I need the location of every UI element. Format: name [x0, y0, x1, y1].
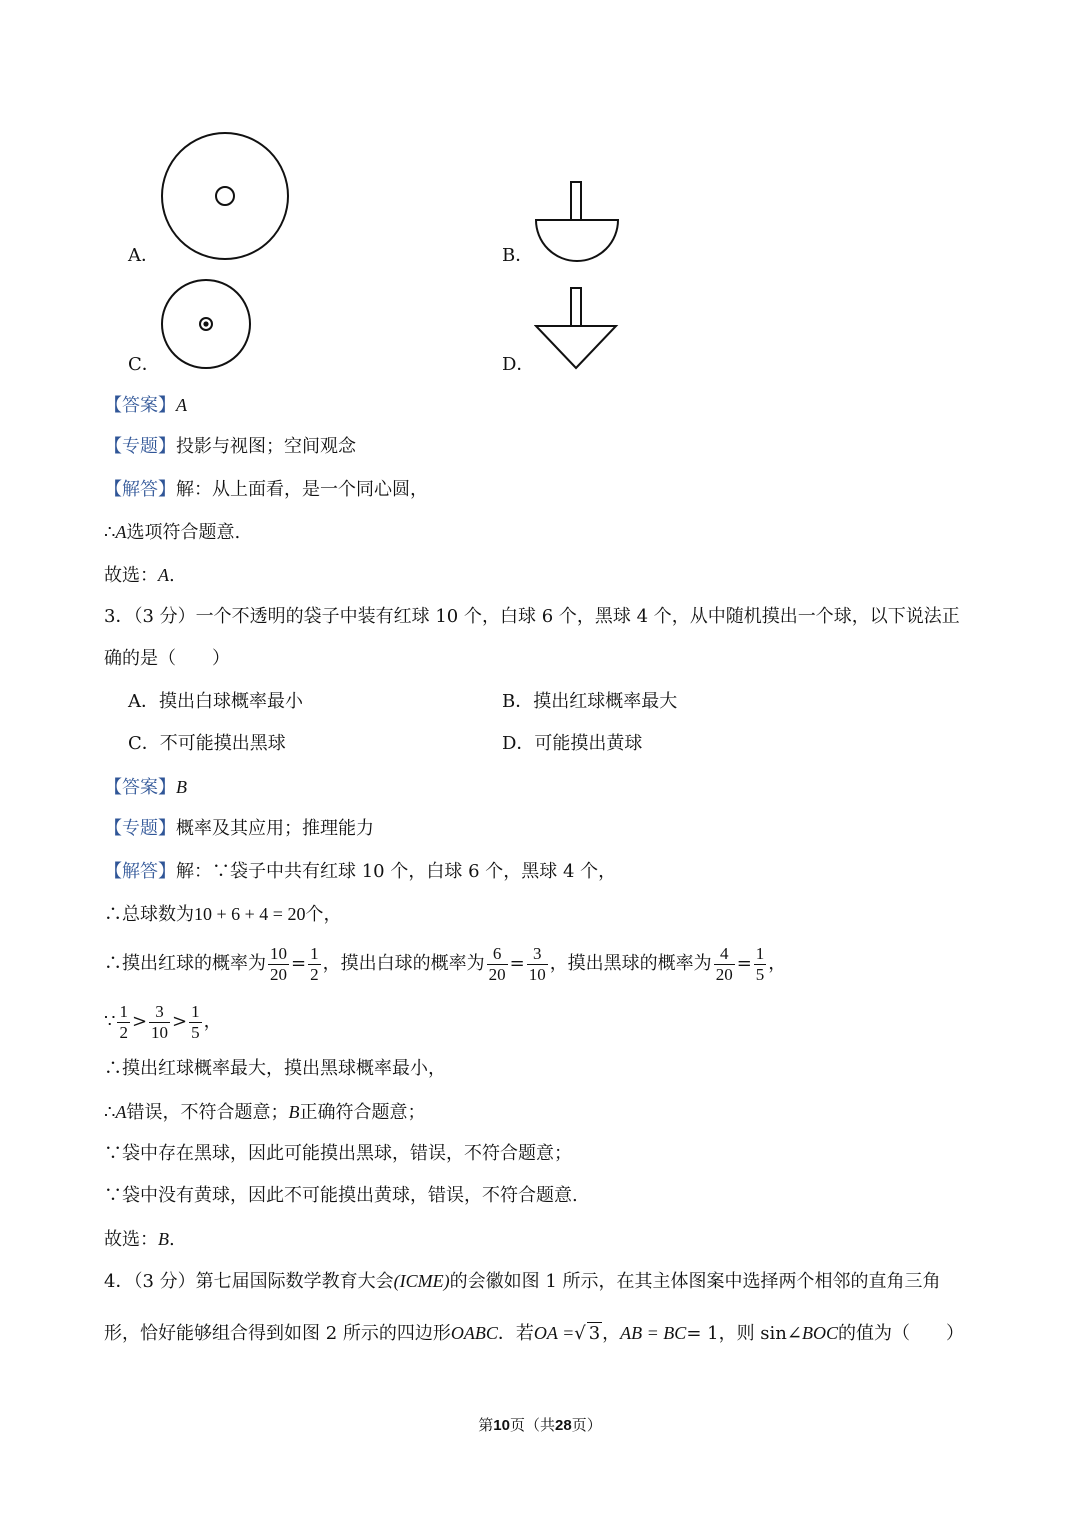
denominator: 20: [488, 964, 506, 984]
sqrt-radicand: 3: [588, 1323, 601, 1344]
q3-stem-line1: 3．（3 分）一个不透明的袋子中装有红球 10 个，白球 6 个，黑球 4 个，从中随机摸出一个球，以下说法正: [104, 606, 960, 627]
quad-name: OABC: [450, 1323, 498, 1343]
because-symbol: ∵: [104, 1011, 116, 1032]
fraction-fifth: [189, 1002, 202, 1043]
option-d-label: D．: [502, 354, 535, 375]
total-expression: 10 + 6 + 4 = 20: [194, 904, 306, 924]
numerator: 4: [714, 944, 735, 965]
q3-probabilities: [104, 940, 786, 988]
white-fraction: [487, 944, 508, 985]
q4-stem-line1: [104, 1268, 941, 1295]
black-result-fraction: [754, 944, 767, 985]
q3-solution: [104, 859, 616, 885]
numerator: 10: [270, 943, 287, 963]
stem-part: ．若: [497, 1323, 534, 1344]
q2-line1: [104, 519, 240, 546]
total-prefix: ∴总球数为: [104, 904, 194, 925]
solution-text: 解：从上面看，是一个同心圆，: [176, 479, 428, 500]
q2-topic: [104, 434, 356, 460]
option-b-figure: [534, 180, 622, 264]
solution-tag: 【解答】: [104, 861, 176, 882]
option-a-figure: [160, 132, 292, 262]
q3-conclusion-1: ∴摸出红球概率最大，摸出黑球概率最小，: [104, 1058, 446, 1079]
q3-option-b: B．摸出红球概率最大: [502, 691, 678, 712]
denominator: 5: [755, 964, 765, 984]
choose-value: B: [158, 1229, 169, 1249]
numerator: 3: [149, 1002, 170, 1023]
option-a-label: A．: [128, 245, 159, 266]
answer-tag: 【答案】: [104, 395, 176, 416]
page-footer: [0, 1414, 1080, 1437]
denominator: 10: [151, 1022, 169, 1042]
q3-total: [104, 901, 341, 928]
answer-tag: 【答案】: [104, 777, 176, 798]
topic-tag: 【专题】: [104, 818, 176, 839]
greater-sign: >: [131, 1011, 148, 1032]
solution-text: 解：∵袋子中共有红球 10 个，白球 6 个，黑球 4 个，: [176, 861, 617, 882]
red-result-fraction: [308, 944, 321, 985]
q4-stem-line2: 形，恰好能够组合得到如图 2 所示的四边形OABC．若OA =√ 3 ，AB = BC= 1，则 sin∠BOC的值为（ ）: [104, 1323, 964, 1344]
therefore-symbol: ∴: [104, 522, 116, 543]
numerator: 6: [487, 944, 508, 965]
black-fraction: [714, 944, 735, 985]
denominator: 2: [119, 1022, 128, 1042]
prob-mid2: ，摸出黑球的概率为: [549, 953, 712, 974]
line-text: 选项符合题意.: [126, 522, 241, 543]
prob-prefix: ∴摸出红球的概率为: [104, 953, 266, 974]
fraction-three-tenths: [149, 1002, 170, 1043]
denominator: 5: [191, 1022, 200, 1042]
q3-option-c: C．不可能摸出黑球: [128, 733, 286, 754]
q3-compare: [104, 998, 222, 1046]
equals-sign: =: [509, 953, 525, 974]
total-pages: 28: [555, 1417, 572, 1434]
q3-stem-line2: 确的是（ ）: [104, 648, 230, 669]
footer-mid: 页（共: [509, 1416, 555, 1434]
fraction-half: [117, 1002, 130, 1043]
greater-sign: >: [172, 1011, 188, 1032]
numerator: 1: [191, 1001, 200, 1021]
option-d-figure: [534, 286, 620, 372]
footer-post: 页）: [571, 1416, 602, 1434]
equals-sign: =: [291, 953, 307, 974]
numerator: 1: [310, 943, 319, 963]
prob-mid1: ，摸出白球的概率为: [322, 953, 485, 974]
stem-part: ，: [602, 1323, 621, 1344]
stem-part: 形，恰好能够组合得到如图 2 所示的四边形: [104, 1323, 451, 1344]
q3-answer: [104, 774, 187, 801]
answer-value: A: [176, 395, 187, 415]
q3-conclusion-4: ∵袋中没有黄球，因此不可能摸出黄球，错误，不符合题意.: [104, 1185, 578, 1206]
equals-sign: =: [736, 953, 752, 974]
option-c-figure: [160, 278, 254, 372]
q3-choose: [104, 1226, 175, 1253]
q2-choose: [104, 562, 175, 589]
option-c-label: C．: [128, 354, 160, 375]
denominator: 20: [270, 964, 287, 984]
prob-end: ，: [768, 953, 787, 974]
q2-answer: [104, 392, 187, 419]
var-b: B: [288, 1102, 300, 1122]
denominator: 10: [528, 964, 546, 984]
solution-tag: 【解答】: [104, 479, 176, 500]
text-a: 错误，不符合题意；: [126, 1102, 289, 1123]
answer-value: B: [176, 777, 187, 797]
q3-option-d: D．可能摸出黄球: [502, 733, 643, 754]
therefore-symbol: ∴: [104, 1102, 116, 1123]
line-var: A: [115, 522, 127, 542]
footer-pre: 第: [478, 1416, 494, 1434]
text-b: 正确符合题意；: [299, 1102, 426, 1123]
q3-conclusion-2: [104, 1099, 425, 1126]
topic-value: 概率及其应用；推理能力: [176, 818, 374, 839]
q3-topic: [104, 816, 374, 842]
q3-conclusion-3: ∵袋中存在黑球，因此可能摸出黑球，错误，不符合题意；: [104, 1143, 572, 1164]
oa-expression: OA =: [533, 1323, 575, 1343]
stem-part: 的会徽如图 1 所示，在其主体图案中选择两个相邻的直角三角: [449, 1271, 941, 1292]
option-b-label: B．: [502, 245, 534, 266]
compare-end: ，: [203, 1011, 222, 1032]
choose-label: 故选：: [104, 1229, 158, 1250]
topic-value: 投影与视图；空间观念: [176, 436, 356, 457]
page-number: 10: [493, 1417, 510, 1434]
angle-name: BOC: [801, 1323, 838, 1343]
total-suffix: 个，: [305, 904, 342, 925]
q3-option-a: A．摸出白球概率最小: [128, 691, 303, 712]
denominator: 2: [310, 964, 319, 984]
icme-abbr: (ICME): [393, 1271, 450, 1291]
choose-end: .: [169, 1229, 175, 1250]
white-result-fraction: [527, 944, 548, 985]
choose-label: 故选：: [104, 565, 158, 586]
red-fraction: [268, 944, 289, 985]
numerator: 1: [755, 943, 765, 963]
var-a: A: [115, 1102, 127, 1122]
choose-end: .: [169, 565, 175, 586]
numerator: 1: [119, 1001, 128, 1021]
stem-part: = 1，则 sin∠: [686, 1323, 802, 1344]
topic-tag: 【专题】: [104, 436, 176, 457]
numerator: 3: [527, 944, 548, 965]
ab-bc-expression: AB = BC: [620, 1323, 687, 1343]
stem-part: 4．（3 分）第七届国际数学教育大会: [104, 1271, 394, 1292]
q2-solution: [104, 477, 428, 503]
denominator: 20: [715, 964, 733, 984]
stem-part: 的值为（ ）: [837, 1323, 964, 1344]
choose-value: A: [158, 565, 169, 585]
